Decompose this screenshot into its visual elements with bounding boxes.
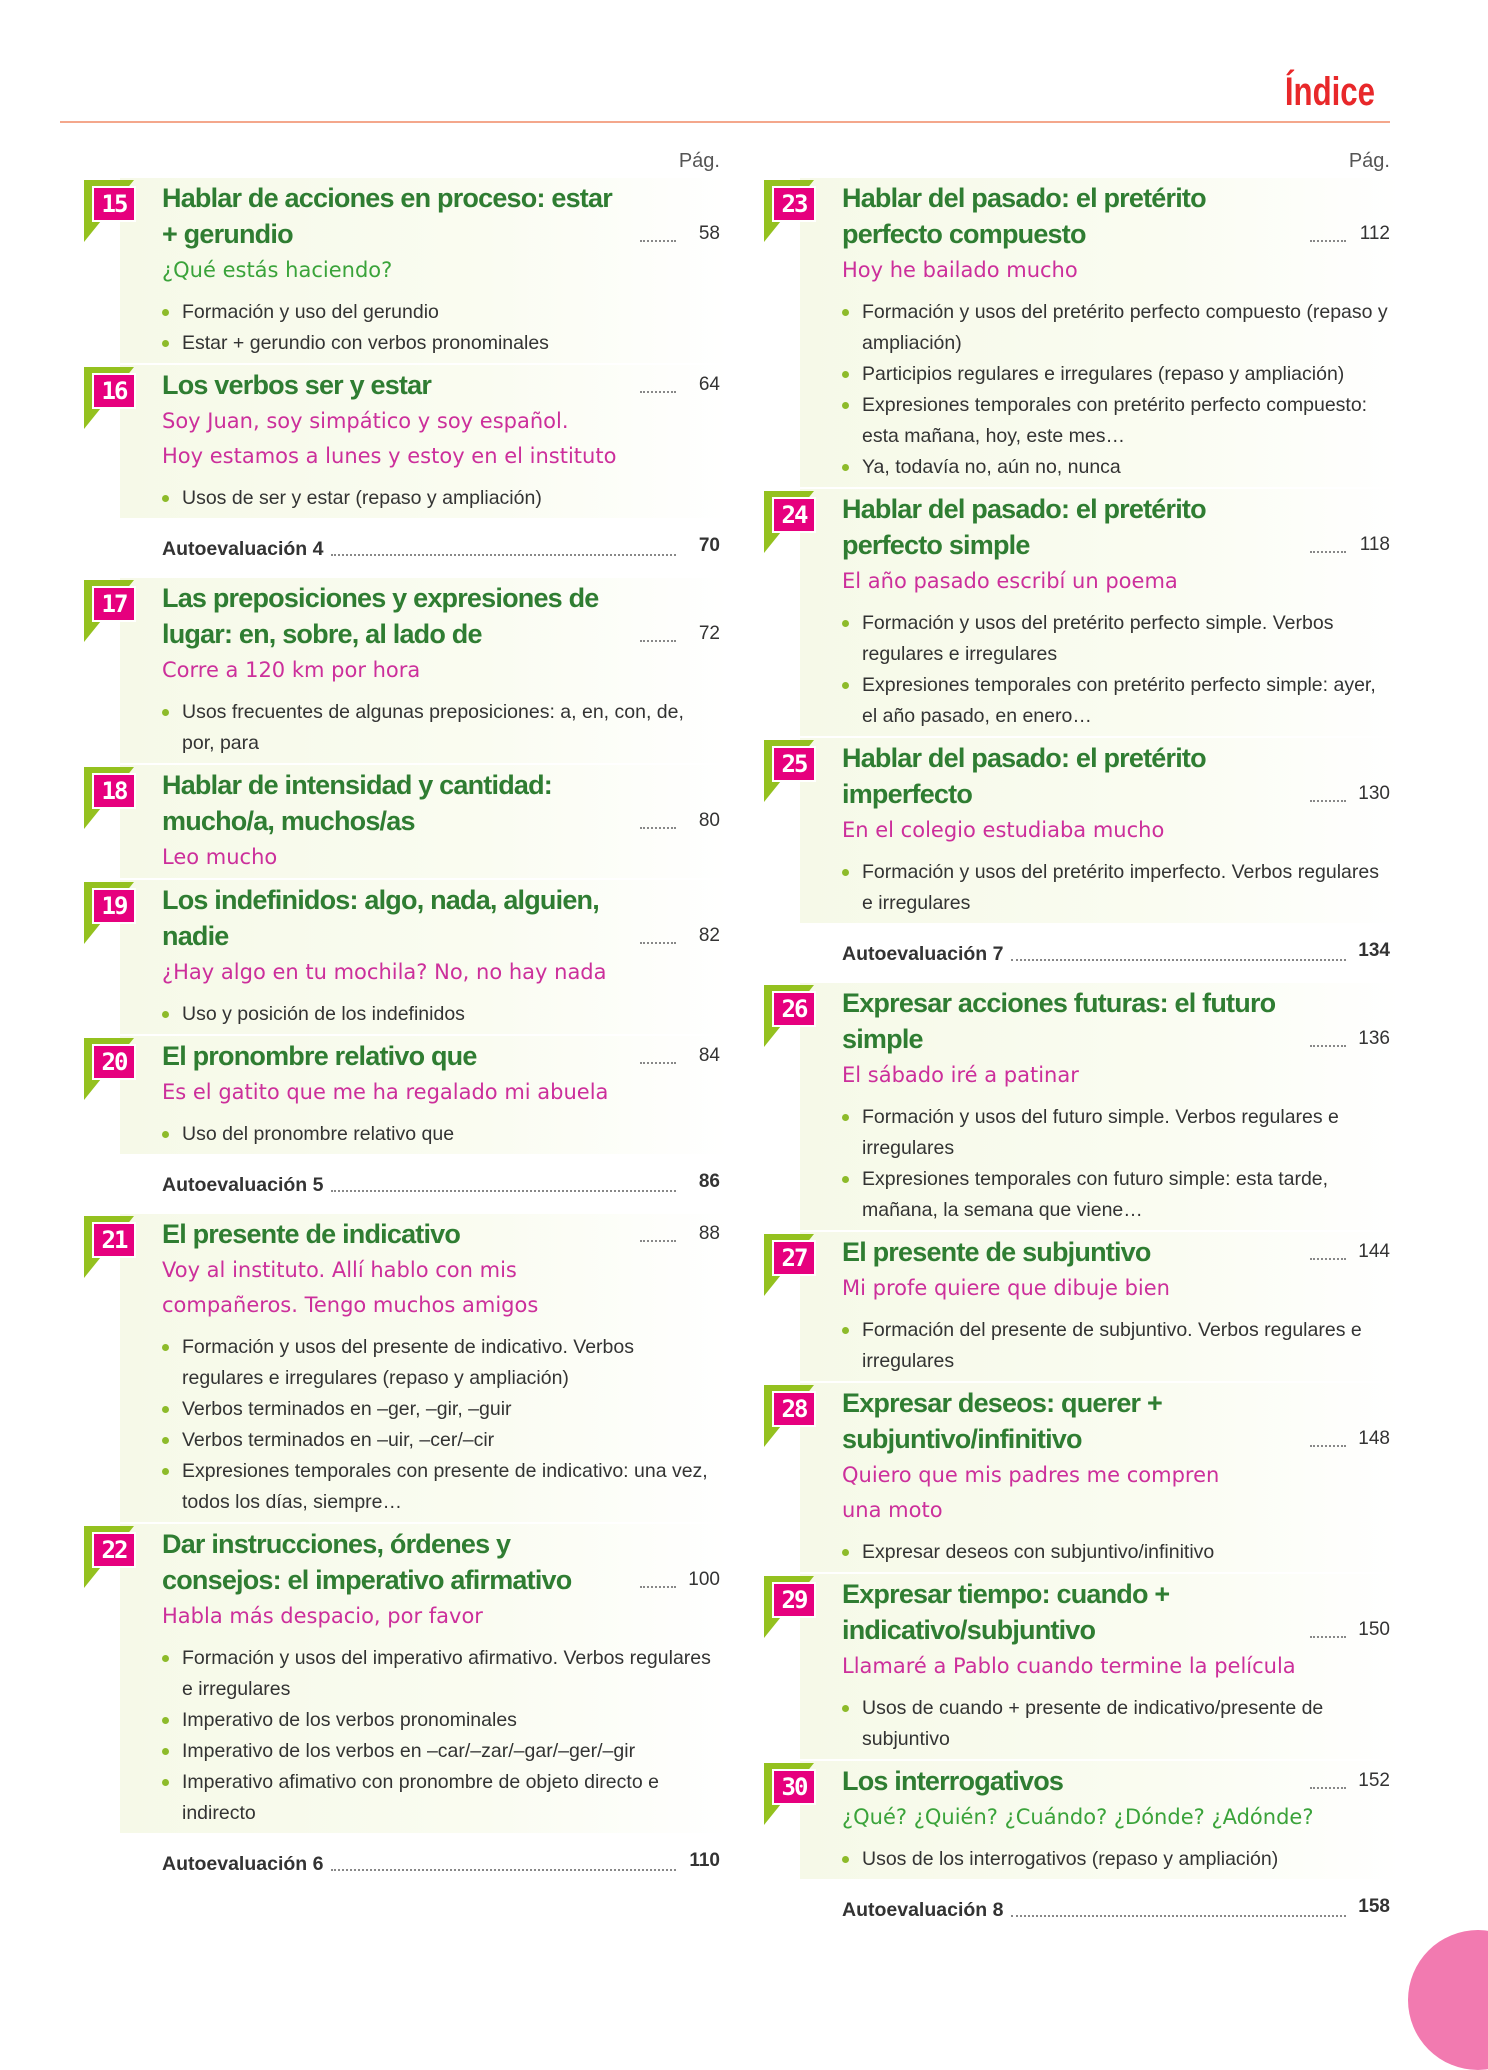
- topic-list: [842, 1315, 1390, 1377]
- example-sentence: ¿Hay algo en tu mochila? No, no hay nada: [162, 960, 607, 984]
- unit-heading: [162, 767, 720, 839]
- page-number: 148: [1358, 1428, 1390, 1449]
- page-number: 134: [1358, 940, 1390, 961]
- example-sentence: ¿Qué estás haciendo?: [162, 258, 393, 282]
- unit-title: El presente de indicativo: [162, 1219, 461, 1249]
- page-number: 144: [1358, 1241, 1390, 1262]
- page-number: 150: [1358, 1619, 1390, 1640]
- unit-number: 26: [772, 991, 816, 1027]
- topic-list: [162, 697, 720, 759]
- topic-item: Expresiones temporales con futuro simple: esta tarde, mañana, la semana que viene…: [842, 1164, 1390, 1226]
- unit-entry[interactable]: [80, 367, 720, 514]
- topic-list: [162, 1119, 720, 1150]
- topic-list: [842, 608, 1390, 732]
- self-assessment-row[interactable]: [760, 1889, 1390, 1925]
- unit-entry[interactable]: [760, 1234, 1390, 1377]
- leader-dots: [640, 1240, 676, 1242]
- self-assessment-label: Autoevaluación 7: [842, 943, 1004, 965]
- topic-list: [162, 483, 720, 514]
- leader-dots: [1011, 1915, 1346, 1917]
- unit-number-badge: [84, 1216, 134, 1264]
- unit-number: 18: [92, 773, 136, 809]
- page-number: 64: [698, 374, 720, 395]
- unit-heading: [162, 1526, 720, 1598]
- corner-decoration: [1408, 1930, 1488, 2070]
- topic-item: Uso y posición de los indefinidos: [162, 999, 720, 1030]
- page-number: 58: [698, 223, 720, 244]
- unit-entry[interactable]: [760, 740, 1390, 919]
- unit-title: Expresar acciones futuras: el futuro simple: [842, 988, 1276, 1054]
- unit-entry[interactable]: [80, 580, 720, 759]
- unit-number-badge: [764, 1763, 814, 1811]
- unit-number-badge: [764, 1576, 814, 1624]
- topic-item: Formación del presente de subjuntivo. Verbos regulares e irregulares: [842, 1315, 1390, 1377]
- page-number: 88: [698, 1223, 720, 1244]
- topic-list: [162, 999, 720, 1030]
- topic-item: Usos de los interrogativos (repaso y ampliación): [842, 1844, 1390, 1875]
- unit-heading: [842, 985, 1390, 1057]
- topic-item: Formación y usos del presente de indicativo. Verbos regulares e irregulares (repaso y ampliación): [162, 1332, 720, 1394]
- unit-number-badge: [764, 491, 814, 539]
- leader-dots: [640, 391, 676, 393]
- unit-title: Los verbos ser y estar: [162, 370, 432, 400]
- unit-number: 25: [772, 746, 816, 782]
- unit-title: Los interrogativos: [842, 1766, 1064, 1796]
- self-assessment-row[interactable]: [80, 1843, 720, 1879]
- page-number: 130: [1358, 783, 1390, 804]
- topic-item: Verbos terminados en –uir, –cer/–cir: [162, 1425, 720, 1456]
- topic-item: Formación y usos del pretérito perfecto compuesto (repaso y ampliación): [842, 297, 1390, 359]
- example-sentence: El año pasado escribí un poema: [842, 569, 1178, 593]
- header-rule: [60, 121, 1390, 123]
- leader-dots: [1310, 800, 1346, 802]
- unit-number-badge: [764, 1234, 814, 1282]
- unit-heading: [162, 1038, 720, 1074]
- self-assessment-row[interactable]: [760, 933, 1390, 969]
- unit-number: 17: [92, 586, 136, 622]
- unit-number-badge: [84, 1038, 134, 1086]
- self-assessment-row[interactable]: [80, 528, 720, 564]
- unit-title: Hablar del pasado: el pretérito imperfecto: [842, 743, 1206, 809]
- topic-item: Formación y uso del gerundio: [162, 297, 720, 328]
- topic-list: [162, 1332, 720, 1518]
- unit-heading: [162, 180, 720, 252]
- unit-title: Dar instrucciones, órdenes y consejos: el imperativo afirmativo: [162, 1529, 572, 1595]
- topic-item: Usos de ser y estar (repaso y ampliación): [162, 483, 720, 514]
- example-sentence: Corre a 120 km por hora: [162, 658, 421, 682]
- example-sentence: compañeros. Tengo muchos amigos: [162, 1293, 539, 1317]
- unit-title: Hablar de acciones en proceso: estar + gerundio: [162, 183, 612, 249]
- unit-number-badge: [84, 580, 134, 628]
- topic-item: Usos frecuentes de algunas preposiciones: a, en, con, de, por, para: [162, 697, 720, 759]
- topic-list: [842, 1844, 1390, 1875]
- page-number: 86: [698, 1171, 720, 1192]
- leader-dots: [1011, 959, 1346, 961]
- example-sentence: Habla más despacio, por favor: [162, 1604, 483, 1628]
- unit-number-badge: [84, 367, 134, 415]
- unit-entry[interactable]: [760, 1385, 1390, 1568]
- topic-list: [842, 1537, 1390, 1568]
- page-number: 100: [688, 1569, 720, 1590]
- unit-heading: [842, 491, 1390, 563]
- leader-dots: [640, 640, 676, 642]
- unit-entry[interactable]: [760, 491, 1390, 732]
- unit-heading: [162, 367, 720, 403]
- leader-dots: [1310, 1787, 1346, 1789]
- leader-dots: [331, 1869, 676, 1871]
- leader-dots: [1310, 240, 1346, 242]
- page-number: 110: [689, 1850, 720, 1871]
- topic-item: Expresiones temporales con presente de indicativo: una vez, todos los días, siempre…: [162, 1456, 720, 1518]
- page-number: 72: [698, 623, 720, 644]
- unit-heading: [162, 1216, 720, 1252]
- unit-number: 24: [772, 497, 816, 533]
- example-sentence: Hoy estamos a lunes y estoy en el instituto: [162, 444, 617, 468]
- topic-item: Verbos terminados en –ger, –gir, –guir: [162, 1394, 720, 1425]
- unit-heading: [162, 580, 720, 652]
- unit-number-badge: [764, 180, 814, 228]
- unit-entry[interactable]: [760, 1763, 1390, 1875]
- topic-item: Expresar deseos con subjuntivo/infinitivo: [842, 1537, 1390, 1568]
- topic-list: [162, 1643, 720, 1829]
- unit-heading: [842, 1576, 1390, 1648]
- topic-list: [842, 857, 1390, 919]
- example-sentence: El sábado iré a patinar: [842, 1063, 1079, 1087]
- topic-item: Imperativo de los verbos en –car/–zar/–gar/–ger/–gir: [162, 1736, 720, 1767]
- example-sentence: Hoy he bailado mucho: [842, 258, 1078, 282]
- leader-dots: [1310, 551, 1346, 553]
- page-number: 70: [698, 535, 720, 556]
- page-number: 152: [1358, 1770, 1390, 1791]
- left-column: [80, 150, 720, 1895]
- page-title: Índice: [1284, 70, 1375, 114]
- unit-number-badge: [84, 882, 134, 930]
- example-sentence: Soy Juan, soy simpático y soy español.: [162, 409, 569, 433]
- unit-entry[interactable]: [80, 1526, 720, 1829]
- leader-dots: [331, 554, 676, 556]
- unit-title: Expresar tiempo: cuando + indicativo/subjuntivo: [842, 1579, 1170, 1645]
- unit-number: 29: [772, 1582, 816, 1618]
- topic-item: Formación y usos del imperativo afirmativo. Verbos regulares e irregulares: [162, 1643, 720, 1705]
- unit-number: 19: [92, 888, 136, 924]
- unit-title: Hablar del pasado: el pretérito perfecto simple: [842, 494, 1206, 560]
- unit-number-badge: [764, 1385, 814, 1433]
- topic-list: [842, 1102, 1390, 1226]
- page-column-label: Pág.: [678, 150, 720, 172]
- example-sentence: Quiero que mis padres me compren: [842, 1463, 1220, 1487]
- unit-number: 28: [772, 1391, 816, 1427]
- unit-title: El presente de subjuntivo: [842, 1237, 1151, 1267]
- unit-heading: [842, 1234, 1390, 1270]
- leader-dots: [640, 827, 676, 829]
- example-sentence: Voy al instituto. Allí hablo con mis: [162, 1258, 517, 1282]
- unit-entry[interactable]: [80, 1038, 720, 1150]
- unit-number-badge: [84, 767, 134, 815]
- unit-number: 30: [772, 1769, 816, 1805]
- topic-item: Uso del pronombre relativo que: [162, 1119, 720, 1150]
- page-number: 136: [1358, 1028, 1390, 1049]
- leader-dots: [640, 1062, 676, 1064]
- example-sentence: Leo mucho: [162, 845, 278, 869]
- topic-list: [162, 297, 720, 359]
- unit-heading: [162, 882, 720, 954]
- unit-number: 21: [92, 1222, 136, 1258]
- unit-entry[interactable]: [80, 882, 720, 1030]
- unit-title: Expresar deseos: querer + subjuntivo/infinitivo: [842, 1388, 1162, 1454]
- unit-entry[interactable]: [760, 180, 1390, 483]
- topic-item: Imperativo afimativo con pronombre de objeto directo e indirecto: [162, 1767, 720, 1829]
- self-assessment-label: Autoevaluación 5: [162, 1174, 324, 1196]
- self-assessment-label: Autoevaluación 6: [162, 1853, 324, 1875]
- unit-number-badge: [84, 180, 134, 228]
- example-sentence: Mi profe quiere que dibuje bien: [842, 1276, 1170, 1300]
- leader-dots: [1310, 1445, 1346, 1447]
- unit-entry[interactable]: [80, 1216, 720, 1518]
- page-number: 84: [698, 1045, 720, 1066]
- unit-number: 23: [772, 186, 816, 222]
- unit-title: El pronombre relativo que: [162, 1041, 477, 1071]
- leader-dots: [640, 1586, 676, 1588]
- leader-dots: [331, 1190, 676, 1192]
- right-entries: [760, 180, 1390, 1925]
- topic-item: Participios regulares e irregulares (repaso y ampliación): [842, 359, 1390, 390]
- topic-item: Expresiones temporales con pretérito perfecto simple: ayer, el año pasado, en enero…: [842, 670, 1390, 732]
- unit-entry[interactable]: [80, 767, 720, 874]
- example-sentence: Es el gatito que me ha regalado mi abuela: [162, 1080, 609, 1104]
- unit-title: Hablar del pasado: el pretérito perfecto compuesto: [842, 183, 1206, 249]
- topic-item: Expresiones temporales con pretérito perfecto compuesto: esta mañana, hoy, este mes…: [842, 390, 1390, 452]
- page-number: 80: [698, 810, 720, 831]
- unit-number: 15: [92, 186, 136, 222]
- unit-number: 20: [92, 1044, 136, 1080]
- example-sentence: una moto: [842, 1498, 943, 1522]
- topic-list: [842, 1693, 1390, 1755]
- self-assessment-label: Autoevaluación 8: [842, 1899, 1004, 1921]
- unit-heading: [842, 1763, 1390, 1799]
- unit-number-badge: [84, 1526, 134, 1574]
- page-number: 118: [1359, 534, 1390, 555]
- unit-title: Hablar de intensidad y cantidad: mucho/a, muchos/as: [162, 770, 552, 836]
- topic-item: Imperativo de los verbos pronominales: [162, 1705, 720, 1736]
- topic-item: Estar + gerundio con verbos pronominales: [162, 328, 720, 359]
- example-sentence: Llamaré a Pablo cuando termine la película: [842, 1654, 1296, 1678]
- example-sentence: En el colegio estudiaba mucho: [842, 818, 1165, 842]
- unit-entry[interactable]: [80, 180, 720, 359]
- unit-number: 27: [772, 1240, 816, 1276]
- unit-entry[interactable]: [760, 985, 1390, 1226]
- topic-item: Formación y usos del pretérito perfecto simple. Verbos regulares e irregulares: [842, 608, 1390, 670]
- leader-dots: [1310, 1636, 1346, 1638]
- topic-item: Ya, todavía no, aún no, nunca: [842, 452, 1390, 483]
- page-number: 82: [698, 925, 720, 946]
- unit-heading: [842, 740, 1390, 812]
- leader-dots: [640, 942, 676, 944]
- self-assessment-label: Autoevaluación 4: [162, 538, 324, 560]
- unit-entry[interactable]: [760, 1576, 1390, 1755]
- page-column-label: Pág.: [1348, 150, 1390, 172]
- leader-dots: [1310, 1045, 1346, 1047]
- unit-title: Las preposiciones y expresiones de lugar: en, sobre, al lado de: [162, 583, 599, 649]
- unit-heading: [842, 180, 1390, 252]
- page-number: 158: [1358, 1896, 1390, 1917]
- topic-item: Formación y usos del futuro simple. Verbos regulares e irregulares: [842, 1102, 1390, 1164]
- unit-number-badge: [764, 985, 814, 1033]
- topic-item: Usos de cuando + presente de indicativo/presente de subjuntivo: [842, 1693, 1390, 1755]
- page-number: 112: [1359, 223, 1390, 244]
- leader-dots: [640, 240, 676, 242]
- topic-item: Formación y usos del pretérito imperfecto. Verbos regulares e irregulares: [842, 857, 1390, 919]
- unit-title: Los indefinidos: algo, nada, alguien, nadie: [162, 885, 599, 951]
- unit-number: 22: [92, 1532, 136, 1568]
- right-column: [760, 150, 1390, 1941]
- unit-heading: [842, 1385, 1390, 1457]
- unit-number-badge: [764, 740, 814, 788]
- topic-list: [842, 297, 1390, 483]
- left-entries: [80, 180, 720, 1879]
- unit-number: 16: [92, 373, 136, 409]
- leader-dots: [1310, 1258, 1346, 1260]
- example-sentence: ¿Qué? ¿Quién? ¿Cuándo? ¿Dónde? ¿Adónde?: [842, 1805, 1314, 1829]
- self-assessment-row[interactable]: [80, 1164, 720, 1200]
